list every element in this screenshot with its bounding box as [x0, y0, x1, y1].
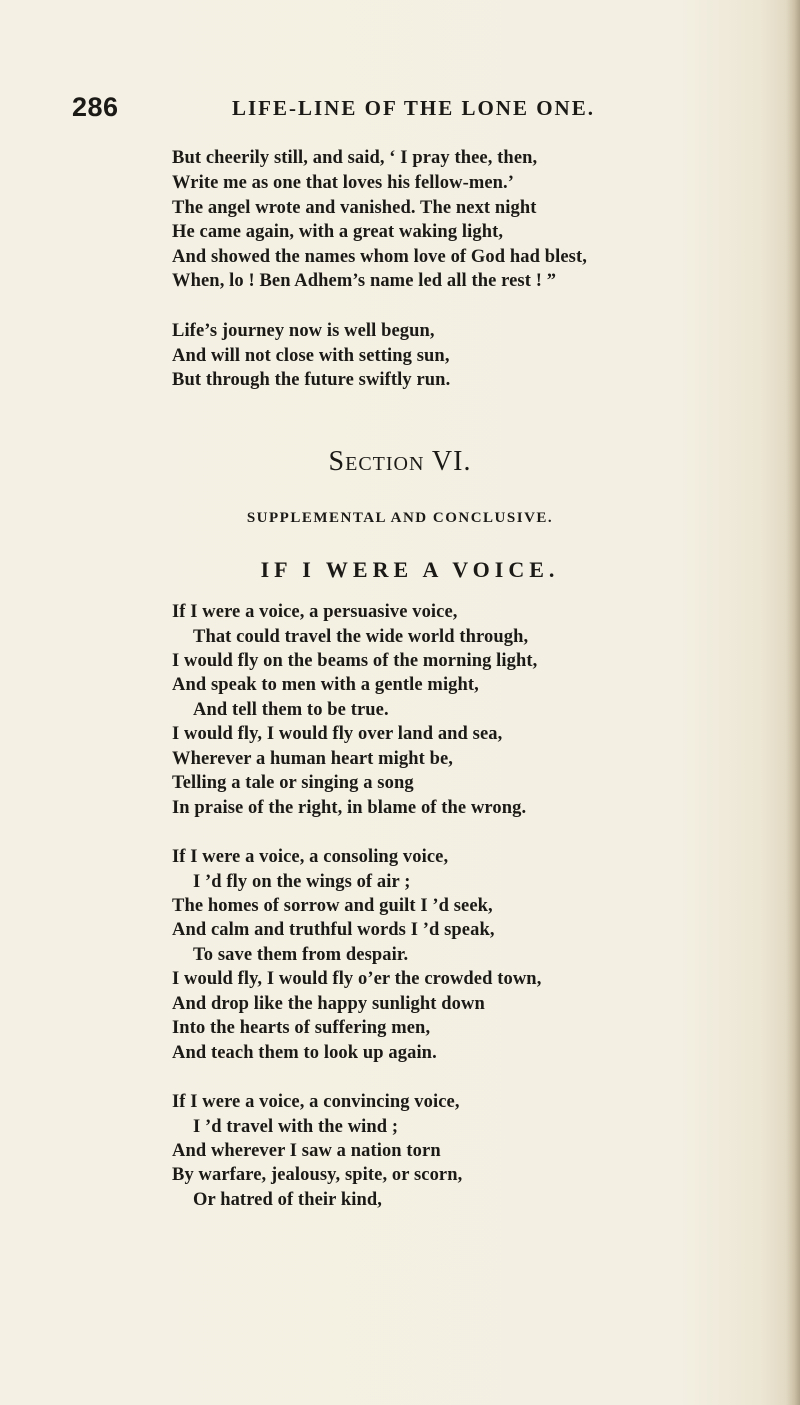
poem-line: Telling a tale or singing a song	[172, 773, 414, 793]
poem-line: The homes of sorrow and guilt I ’d seek,	[172, 896, 493, 916]
text-line: And showed the names whom love of God had blest,	[172, 247, 587, 267]
page-number: 286	[72, 92, 119, 122]
poem-line: I would fly on the beams of the morning light,	[172, 651, 538, 671]
poem-line: Wherever a human heart might be,	[172, 749, 454, 769]
text-line: He came again, with a great waking light,	[172, 222, 504, 242]
text-line: When, lo ! Ben Adhem’s name led all the rest ! ”	[172, 271, 557, 291]
running-head: LIFE-LINE OF THE LONE ONE.	[232, 96, 595, 120]
text-line: But cheerily still, and said, ‘ I pray thee, then,	[172, 148, 538, 168]
poem-line: If I were a voice, a consoling voice,	[172, 847, 449, 867]
poem-line: To save them from despair.	[193, 945, 409, 965]
poem-line: And wherever I saw a nation torn	[172, 1141, 441, 1161]
poem-line: I ’d travel with the wind ;	[193, 1117, 399, 1137]
poem-line: And calm and truthful words I ’d speak,	[172, 920, 495, 940]
section-subtitle: SUPPLEMENTAL AND CONCLUSIVE.	[246, 510, 554, 526]
poem-line: I would fly, I would fly o’er the crowded town,	[172, 969, 542, 989]
poem-line: And speak to men with a gentle might,	[172, 675, 479, 695]
poem-line: Into the hearts of suffering men,	[172, 1018, 431, 1038]
section-title: Section VI.	[328, 446, 472, 477]
poem-line: And tell them to be true.	[193, 700, 389, 720]
poem-line: If I were a voice, a persuasive voice,	[172, 602, 458, 622]
text-line: The angel wrote and vanished. The next night	[172, 198, 537, 218]
poem-line: I ’d fly on the wings of air ;	[193, 872, 411, 892]
text-line: Write me as one that loves his fellow-men.’	[172, 173, 515, 193]
poem-title: IF I WERE A VOICE.	[260, 557, 560, 582]
page-header	[0, 92, 800, 126]
poem-line: If I were a voice, a convincing voice,	[172, 1092, 460, 1112]
poem-line: And teach them to look up again.	[172, 1043, 437, 1063]
poem-line: Or hatred of their kind,	[193, 1190, 382, 1210]
text-line: And will not close with setting sun,	[172, 346, 450, 366]
poem-line: I would fly, I would fly over land and sea,	[172, 724, 503, 744]
poem-line: That could travel the wide world through,	[193, 627, 529, 647]
text-line: Life’s journey now is well begun,	[172, 321, 435, 341]
poem-line: In praise of the right, in blame of the wrong.	[172, 798, 527, 818]
text-line: But through the future swiftly run.	[172, 370, 451, 390]
poem-line: By warfare, jealousy, spite, or scorn,	[172, 1165, 463, 1185]
page-edge-shadow	[786, 0, 800, 1405]
poem-line: And drop like the happy sunlight down	[172, 994, 485, 1014]
